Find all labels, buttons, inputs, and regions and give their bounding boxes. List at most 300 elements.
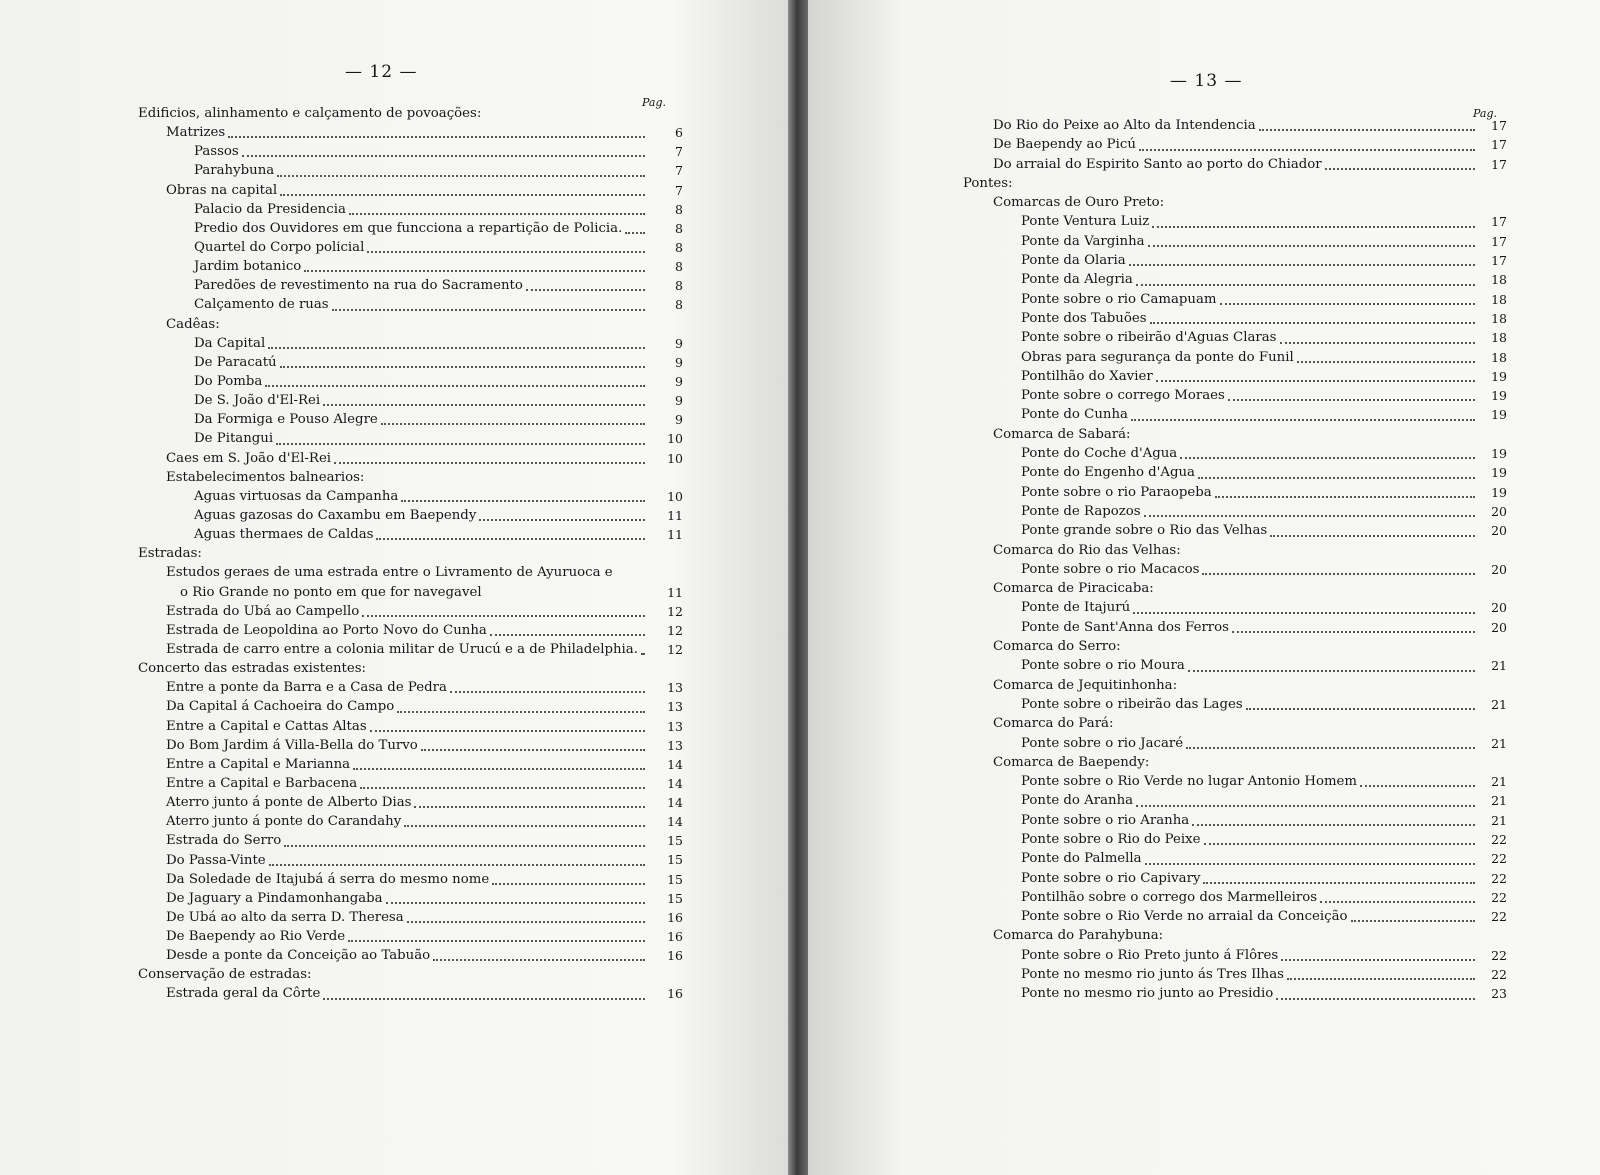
toc-entry-title-line: Ponte no mesmo rio junto ao Presidio (1021, 986, 1274, 1002)
toc-entry-title (166, 642, 638, 657)
toc-entry (138, 621, 683, 640)
toc-entry-title (166, 563, 683, 601)
page-number: 9 (675, 393, 683, 409)
toc-entry (138, 831, 683, 850)
toc-entry (138, 391, 683, 410)
toc-entry (963, 772, 1513, 791)
toc-entry-title (993, 581, 1154, 596)
toc-entry-title-line: Pontilhão sobre o corrego dos Marmelleiros (1021, 889, 1318, 905)
page-number: 22 (1491, 967, 1507, 983)
toc-entry-title-line: Comarca de Piracicaba: (993, 581, 1154, 597)
leader-dots (284, 845, 645, 847)
leader-dots (526, 289, 645, 291)
toc-entry (963, 155, 1513, 174)
toc-entry-title-line: Da Formiga e Pouso Alegre (194, 412, 378, 428)
toc-entry-title (138, 106, 481, 121)
toc-entry-title (1021, 967, 1284, 982)
toc-entry (138, 851, 683, 870)
toc-entry (138, 965, 683, 984)
toc-entry-title (166, 872, 489, 887)
toc-entry-title-line: Aguas gazosas do Caxambu em Baependy (194, 507, 477, 523)
toc-entry (138, 353, 683, 372)
toc-entry-title (194, 412, 378, 427)
page-number: 13 (667, 680, 683, 696)
page-number: 19 (1491, 446, 1507, 462)
toc-entry-title (166, 891, 383, 906)
toc-entry-title (1021, 774, 1357, 789)
toc-entry-title-line: Ponte sobre o rio Macacos (1021, 561, 1200, 577)
toc-entry-title-line: Edificios, alinhamento e calçamento de povoações: (138, 106, 482, 121)
toc-entry (138, 812, 683, 831)
toc-entry-title-line: Entre a ponte da Barra e a Casa de Pedra (166, 680, 447, 696)
page-number: 16 (667, 909, 683, 925)
toc-entry-title (993, 928, 1163, 943)
toc-entry-title-line: Ponte da Alegria (1021, 272, 1133, 288)
page-number: 11 (667, 507, 683, 523)
leader-dots (277, 175, 645, 177)
toc-entry-title-line: Pontes: (963, 175, 1013, 191)
toc-entry (138, 257, 683, 276)
toc-entry-title-line: Estrada do Ubá ao Campello (166, 603, 360, 619)
toc-entry-title (1021, 350, 1294, 365)
leader-dots (1148, 245, 1475, 247)
leader-dots (269, 864, 645, 866)
toc-entry-title-line: Comarca de Sabará: (993, 426, 1131, 442)
page-column-label: Pag. (642, 96, 667, 109)
toc-entry-title-line: Ponte Ventura Luiz (1021, 214, 1150, 230)
leader-dots (1220, 303, 1475, 305)
toc-entry-title (138, 546, 202, 561)
toc-entry-title (194, 489, 398, 504)
toc-entry (963, 270, 1513, 289)
toc-entry (963, 193, 1513, 212)
toc-entry-title (1021, 851, 1142, 866)
toc-entry (138, 544, 683, 563)
leader-dots (1297, 361, 1475, 363)
toc-entry (138, 927, 683, 946)
toc-entry-title (1021, 658, 1185, 673)
toc-entry-title-line: Cadêas: (166, 316, 220, 332)
toc-entry-title (166, 623, 487, 638)
toc-entry-title (166, 948, 430, 963)
toc-entry (963, 232, 1513, 251)
toc-entry-title (166, 986, 320, 1001)
toc-entry-title (166, 910, 404, 925)
toc-entry-title (1021, 504, 1141, 519)
leader-dots (370, 730, 645, 732)
leader-dots (1270, 535, 1475, 537)
toc-entry (963, 965, 1513, 984)
page-number: 9 (675, 373, 683, 389)
toc-entry (963, 135, 1513, 154)
toc-entry (963, 984, 1513, 1003)
toc-entry-title-line: Entre a Capital e Cattas Altas (166, 718, 367, 734)
toc-entry-title-line: Ponte de Sant'Anna dos Ferros (1021, 619, 1229, 635)
leader-dots (276, 443, 645, 445)
leader-dots (450, 691, 645, 693)
toc-entry-title (166, 680, 447, 695)
toc-entry (138, 219, 683, 238)
page-number: 14 (667, 756, 683, 772)
toc-entry (138, 908, 683, 927)
toc-entry-title-line: De S. João d'El-Rei (194, 393, 321, 409)
page-column-label: Pag. (1473, 107, 1498, 120)
leader-dots (1204, 843, 1475, 845)
toc-entry-title-line: Ponte sobre o Rio Verde no lugar Antonio Homem (1021, 774, 1358, 790)
page-number: 16 (667, 948, 683, 964)
toc-entry (138, 429, 683, 448)
toc-entry-title-line: Ponte grande sobre o Rio das Velhas (1021, 523, 1268, 539)
toc-entry-title (1021, 600, 1130, 615)
page-number: 22 (1491, 870, 1507, 886)
toc-entry (963, 656, 1513, 675)
toc-entry-title-line: Calçamento de ruas (194, 297, 329, 313)
toc-entry (138, 161, 683, 180)
page-number: 20 (1491, 503, 1507, 519)
toc-entry (138, 104, 683, 123)
leader-dots (323, 404, 645, 406)
page-number: 22 (1491, 831, 1507, 847)
page-number: 19 (1491, 484, 1507, 500)
page-number: 22 (1491, 909, 1507, 925)
toc-entry (963, 560, 1513, 579)
leader-dots (1276, 998, 1475, 1000)
toc-entry (138, 181, 683, 200)
toc-entry-title (1021, 253, 1126, 268)
leader-dots (1131, 419, 1475, 421)
page-number: 12 (667, 641, 683, 657)
toc-entry-title-line: Predio dos Ouvidores em que funcciona a repartição de Policia. (194, 220, 623, 236)
leader-dots (1280, 342, 1476, 344)
page-number: 10 (667, 450, 683, 466)
page-number: 17 (1491, 253, 1507, 269)
toc-entry (138, 984, 683, 1003)
leader-dots (1232, 631, 1475, 633)
toc-entry-title (1021, 272, 1133, 287)
page-number: 21 (1491, 658, 1507, 674)
toc-entry-title-line: Da Soledade de Itajubá á serra do mesmo nome (166, 871, 490, 887)
toc-entry (963, 791, 1513, 810)
toc-entry-title (1021, 620, 1229, 635)
toc-entry-title (194, 336, 265, 351)
toc-entry-title-line: Ponte sobre o ribeirão d'Aguas Claras (1021, 330, 1277, 346)
toc-entry-title-line: Comarcas de Ouro Preto: (993, 195, 1165, 211)
page-number: 10 (667, 488, 683, 504)
toc-entry-title-line: Aterro junto á ponte do Carandahy (166, 814, 402, 830)
toc-entry-title (1021, 234, 1145, 249)
toc-entry-title-line: Ponte da Olaria (1021, 253, 1126, 269)
toc-entry-title (1021, 369, 1153, 384)
toc-entry-title-line: Paredões de revestimento na rua do Sacramento (194, 278, 523, 294)
page-header: — 13 — (1170, 71, 1243, 91)
page-number: 18 (1491, 349, 1507, 365)
toc-entry-title-line: Comarca do Serro: (993, 639, 1121, 655)
toc-entry-title-line: Comarca de Jequitinhonha: (993, 677, 1178, 693)
toc-entry-title-line: Da Capital (194, 335, 266, 351)
page-number: 13 (667, 699, 683, 715)
toc-entry (963, 309, 1513, 328)
toc-entry (138, 334, 683, 353)
toc-entry-title-line: Aterro junto á ponte de Alberto Dias (166, 795, 412, 811)
leader-dots (1246, 708, 1475, 710)
leader-dots (1360, 785, 1475, 787)
toc-entry-title (166, 929, 345, 944)
toc-entry (138, 870, 683, 889)
toc-entry-title-line: Estradas: (138, 546, 202, 562)
page-number: 9 (675, 354, 683, 370)
toc-entry-title-line: Do Rio do Peixe ao Alto da Intendencia (993, 118, 1256, 133)
toc-entry (138, 563, 683, 601)
toc-entry (138, 678, 683, 697)
toc-entry (138, 142, 683, 161)
leader-dots (1259, 129, 1475, 131)
toc-entry (963, 926, 1513, 945)
toc-entry-title (1021, 909, 1348, 924)
toc-entry (963, 714, 1513, 733)
toc-entry-title (993, 639, 1121, 654)
toc-entry (138, 295, 683, 314)
toc-entry (963, 405, 1513, 424)
toc-entry (963, 212, 1513, 231)
toc-entry (963, 598, 1513, 617)
page-number: 16 (667, 929, 683, 945)
toc-entry (138, 525, 683, 544)
toc-entry-title (993, 195, 1164, 210)
toc-entry-title-line: Do arraial do Espirito Santo ao porto do Chiador (993, 156, 1322, 172)
toc-entry-title (194, 221, 622, 236)
toc-entry-title (194, 202, 346, 217)
leader-dots (265, 385, 645, 387)
toc-entry (138, 736, 683, 755)
toc-entry-title (993, 543, 1181, 558)
page-number: 15 (667, 890, 683, 906)
toc-entry (963, 830, 1513, 849)
page-number: 21 (1491, 696, 1507, 712)
leader-dots (332, 309, 645, 311)
leader-dots (1136, 284, 1475, 286)
toc-entry-title-line: Jardim botanico (194, 259, 302, 275)
page-number: 9 (675, 335, 683, 351)
toc-entry-title-line: Do Passa-Vinte (166, 852, 266, 868)
toc-entry-title-line: De Pitangui (194, 431, 274, 447)
toc-entry-title (194, 508, 476, 523)
toc-entry-title (1021, 813, 1189, 828)
toc-entry-title (166, 604, 359, 619)
toc-entry-title-line: Comarca do Rio das Velhas: (993, 542, 1181, 558)
toc-entry-title-line: Passos (194, 144, 239, 160)
toc-entry-title (993, 755, 1149, 770)
toc-entry-title-line: Ponte sobre o rio Moura (1021, 658, 1185, 674)
toc-entry (963, 676, 1513, 695)
toc-entry (138, 410, 683, 429)
page-number: 13 (667, 737, 683, 753)
table-of-contents (138, 104, 683, 1004)
toc-entry-title (166, 814, 401, 829)
toc-entry-title (1021, 871, 1200, 886)
page-number: 14 (667, 814, 683, 830)
leader-dots (1139, 149, 1475, 151)
toc-entry-title (1021, 523, 1267, 538)
toc-entry-title-line: Ponte sobre o Rio Preto junto á Flôres (1021, 947, 1279, 963)
leader-dots (353, 768, 645, 770)
leader-dots (407, 921, 645, 923)
toc-entry-title-line: Ponte no mesmo rio junto ás Tres Ilhas (1021, 967, 1284, 983)
toc-entry (138, 506, 683, 525)
toc-entry-title-line: Ponte sobre o rio Camapuam (1021, 291, 1217, 307)
toc-entry (963, 811, 1513, 830)
page-number: 22 (1491, 947, 1507, 963)
page-number: 20 (1491, 619, 1507, 635)
toc-entry-title-line: Entre a Capital e Barbacena (166, 775, 358, 791)
toc-entry-title-line: Ponte sobre o Rio do Peixe (1021, 831, 1201, 847)
toc-entry-title-line: Da Capital á Cachoeira do Campo (166, 699, 395, 715)
toc-entry-title-line: Entre a Capital e Marianna (166, 756, 351, 772)
toc-entry-title-line: Ponte sobre o rio Jacaré (1021, 735, 1184, 751)
toc-entry-title-line: Caes em S. João d'El-Rei (166, 450, 332, 466)
toc-entry (963, 328, 1513, 347)
leader-dots (1150, 322, 1475, 324)
toc-entry-title (1021, 485, 1212, 500)
toc-entry-title (166, 776, 357, 791)
toc-entry-title-line: Pontilhão do Xavier (1021, 368, 1153, 384)
toc-entry-title-line: Estudos geraes de uma estrada entre o Livramento de Ayuruoca e (166, 565, 613, 581)
toc-entry-title-line: Comarca do Parahybuna: (993, 928, 1164, 944)
toc-entry-title (1021, 832, 1201, 847)
toc-entry-title (1021, 948, 1278, 963)
page-number: 21 (1491, 812, 1507, 828)
toc-entry (138, 200, 683, 219)
leader-dots (397, 711, 645, 713)
leader-dots (334, 462, 645, 464)
page-header: — 12 — (345, 62, 418, 82)
toc-entry-title (1021, 736, 1183, 751)
page-number: 21 (1491, 793, 1507, 809)
page-number: 8 (675, 259, 683, 275)
page-number: 12 (667, 622, 683, 638)
page-number: 8 (675, 220, 683, 236)
page-number: 19 (1491, 368, 1507, 384)
page-number: 20 (1491, 561, 1507, 577)
toc-entry-title-line: De Ubá ao alto da serra D. Theresa (166, 909, 404, 925)
toc-entry (138, 946, 683, 965)
toc-entry-title-line: Ponte do Engenho d'Agua (1021, 465, 1195, 481)
toc-entry-title (194, 278, 523, 293)
toc-entry (963, 734, 1513, 753)
toc-entry-title-line: Ponte da Varginha (1021, 233, 1145, 249)
leader-dots (421, 749, 645, 751)
leader-dots (386, 902, 645, 904)
toc-entry-title (194, 144, 239, 159)
toc-entry-title (166, 719, 367, 734)
toc-entry-title-line: Aguas virtuosas da Campanha (194, 488, 399, 504)
leader-dots (1351, 920, 1475, 922)
toc-entry (963, 386, 1513, 405)
page-number: 11 (667, 527, 683, 543)
toc-entry-title-line: Estrada do Serro (166, 833, 282, 849)
toc-entry (963, 907, 1513, 926)
toc-entry-title (138, 967, 312, 982)
page-number: 11 (667, 584, 683, 600)
page-number: 14 (667, 795, 683, 811)
toc-entry-title (993, 137, 1136, 152)
toc-entry-title (993, 118, 1256, 133)
toc-entry-title (1021, 562, 1199, 577)
page-number: 10 (667, 431, 683, 447)
book-gutter (788, 0, 808, 1175)
leader-dots (1133, 612, 1475, 614)
toc-entry-title (166, 451, 331, 466)
page-number: 21 (1491, 735, 1507, 751)
toc-entry-title-line: Obras para segurança da ponte do Funil (1021, 349, 1294, 365)
toc-entry (963, 637, 1513, 656)
page-number: 15 (667, 852, 683, 868)
page-number: 17 (1491, 233, 1507, 249)
page-number: 18 (1491, 330, 1507, 346)
toc-entry (963, 425, 1513, 444)
toc-entry (138, 640, 683, 659)
page-number: 19 (1491, 388, 1507, 404)
toc-entry-title-line: Ponte sobre o rio Aranha (1021, 812, 1190, 828)
toc-entry (963, 888, 1513, 907)
page-number: 6 (675, 125, 683, 141)
page-number: 12 (667, 603, 683, 619)
toc-entry-title (194, 431, 273, 446)
leader-dots (376, 538, 645, 540)
toc-entry-title (194, 374, 262, 389)
leader-dots (1325, 168, 1475, 170)
toc-entry-title-line: Desde a ponte da Conceição ao Tabuão (166, 948, 431, 964)
toc-entry (138, 468, 683, 487)
leader-dots (348, 940, 645, 942)
page-number: 8 (675, 201, 683, 217)
leader-dots (360, 787, 645, 789)
toc-entry-title-line: Ponte de Itajurú (1021, 600, 1131, 616)
toc-entry-title (1021, 292, 1217, 307)
toc-entry (963, 444, 1513, 463)
leader-dots (641, 653, 645, 655)
toc-entry-title (166, 757, 350, 772)
toc-entry (963, 348, 1513, 367)
leader-dots (1136, 805, 1475, 807)
leader-dots (1215, 496, 1475, 498)
toc-entry-title-line: Obras na capital (166, 182, 278, 198)
leader-dots (280, 194, 645, 196)
toc-entry (138, 755, 683, 774)
leader-dots (1188, 670, 1475, 672)
toc-entry-title (166, 833, 281, 848)
toc-entry-title-line: Do Bom Jardim á Villa-Bella do Turvo (166, 737, 418, 753)
toc-entry (963, 174, 1513, 193)
leader-dots (401, 500, 645, 502)
page-number: 22 (1491, 851, 1507, 867)
toc-entry (963, 290, 1513, 309)
toc-entry-title (166, 853, 266, 868)
leader-dots (1320, 901, 1475, 903)
page-number: 20 (1491, 523, 1507, 539)
toc-entry (138, 793, 683, 812)
toc-entry (138, 717, 683, 736)
toc-entry-title-line: Ponte do Palmella (1021, 851, 1142, 867)
toc-entry (963, 521, 1513, 540)
toc-entry-title (166, 699, 394, 714)
toc-entry (963, 541, 1513, 560)
leader-dots (414, 806, 645, 808)
toc-entry-title (1021, 311, 1147, 326)
page-number: 21 (1491, 774, 1507, 790)
leader-dots (367, 251, 645, 253)
leader-dots (1144, 515, 1475, 517)
leader-dots (1202, 573, 1475, 575)
